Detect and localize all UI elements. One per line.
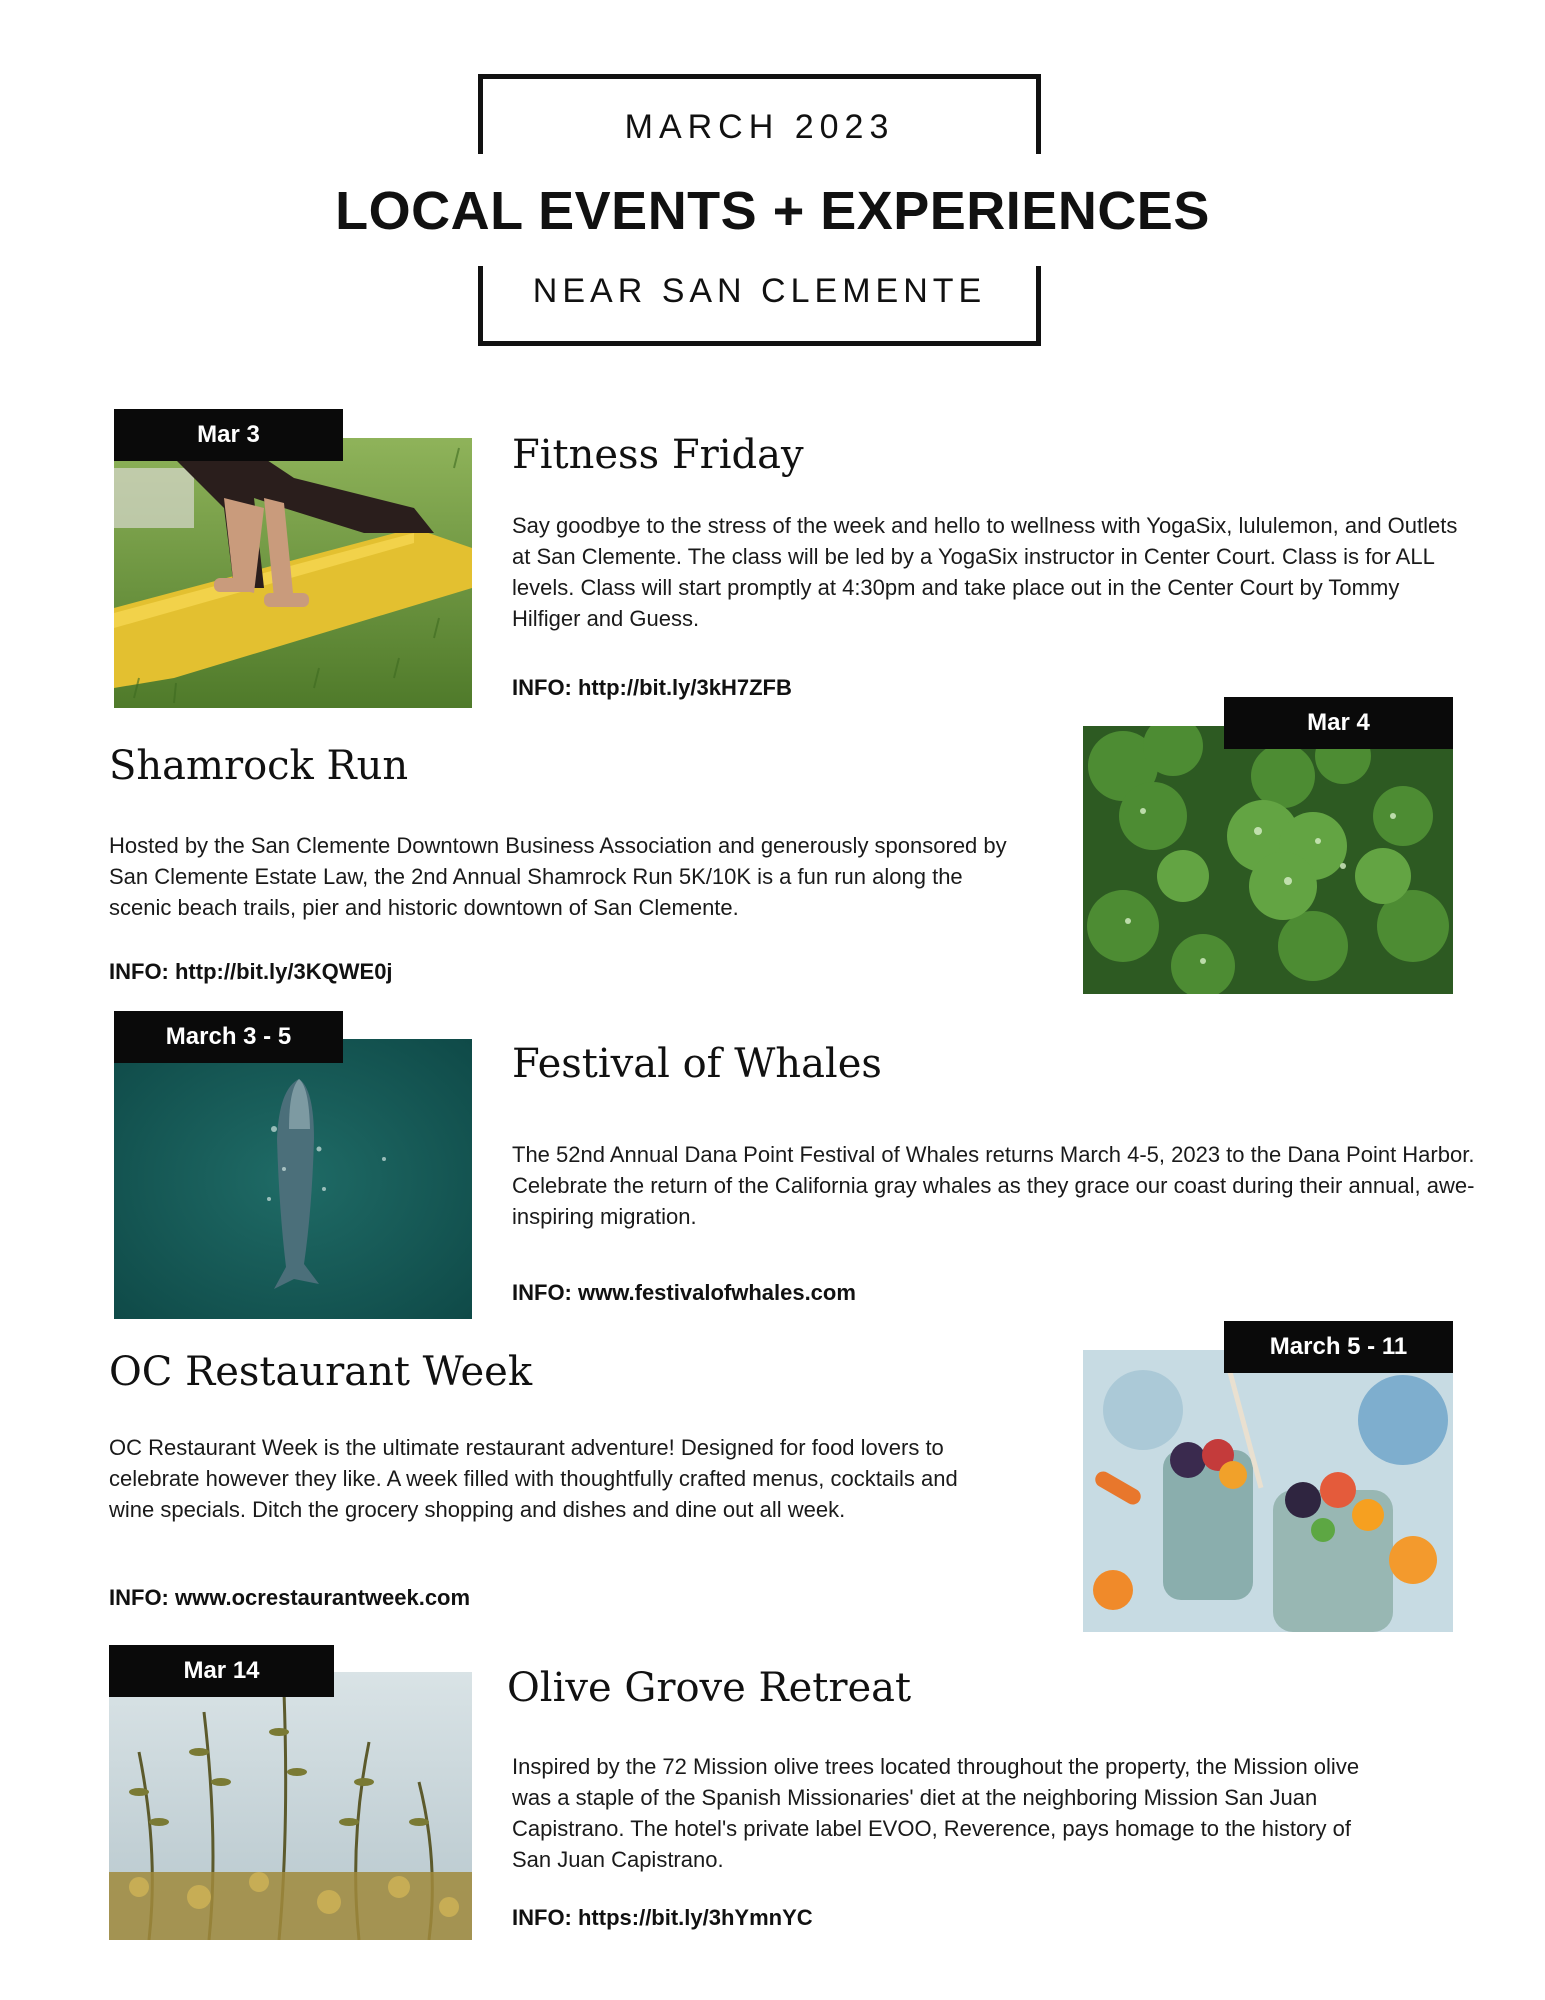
event-title: Shamrock Run	[109, 743, 409, 789]
header-month: MARCH 2023	[624, 108, 895, 146]
event-description: The 52nd Annual Dana Point Festival of Whales returns March 4-5, 2023 to the Dana Point Harbor. Celebrate the return of the California gray whales as they grace our coast during their annual, awe-inspiring migration.	[512, 1142, 1475, 1229]
event-title: Fitness Friday	[512, 432, 804, 478]
clover-photo	[1083, 726, 1453, 994]
yoga-photo	[114, 438, 472, 708]
event-info-link[interactable]: INFO: http://bit.ly/3KQWE0j	[109, 959, 393, 984]
whale-photo	[114, 1039, 472, 1319]
date-tag: Mar 14	[109, 1645, 334, 1697]
event-title: Festival of Whales	[512, 1041, 882, 1087]
event-info-link[interactable]: INFO: www.ocrestaurantweek.com	[109, 1585, 471, 1610]
date-tag: Mar 4	[1224, 697, 1453, 749]
event-description: OC Restaurant Week is the ultimate restaurant adventure! Designed for food lovers to celebrate however they like. A week filled with thoughtfully crafted menus, cocktails and wine specials. Ditch the grocery shopping and dishes and dine out all week.	[109, 1435, 958, 1522]
date-tag: March 3 - 5	[114, 1011, 343, 1063]
event-description: Inspired by the 72 Mission olive trees located throughout the property, the Mission olive was a staple of the Spanish Missionaries' diet at the neighboring Mission San Juan Capistrano. The hotel's private label EVOO, Reverence, pays homage to the history of San Juan Capistrano.	[512, 1754, 1360, 1872]
header-subtitle: NEAR SAN CLEMENTE	[532, 272, 987, 310]
event-title: OC Restaurant Week	[109, 1349, 533, 1395]
event-description: Say goodbye to the stress of the week and hello to wellness with YogaSix, lululemon, and Outlets at San Clemente. The class will be led by a YogaSix instructor in Center Court. Class is for ALL levels. Class will start promptly at 4:30pm and take place out in the Center Court by Tommy Hilfiger and Guess.	[512, 513, 1458, 631]
event-info-link[interactable]: INFO: http://bit.ly/3kH7ZFB	[512, 675, 792, 700]
olive-tree-photo	[109, 1672, 472, 1940]
smoothie-photo	[1083, 1350, 1453, 1632]
page-title: LOCAL EVENTS + EXPERIENCES	[335, 181, 1210, 241]
event-info-link[interactable]: INFO: www.festivalofwhales.com	[512, 1280, 856, 1305]
event-description: Hosted by the San Clemente Downtown Business Association and generously sponsored by San Clemente Estate Law, the 2nd Annual Shamrock Run 5K/10K is a fun run along the scenic beach trails, pier and historic downtown of San Clemente.	[109, 833, 1007, 920]
date-tag: March 5 - 11	[1224, 1321, 1453, 1373]
date-tag: Mar 3	[114, 409, 343, 461]
event-title: Olive Grove Retreat	[507, 1665, 912, 1711]
event-info-link[interactable]: INFO: https://bit.ly/3hYmnYC	[512, 1905, 813, 1930]
